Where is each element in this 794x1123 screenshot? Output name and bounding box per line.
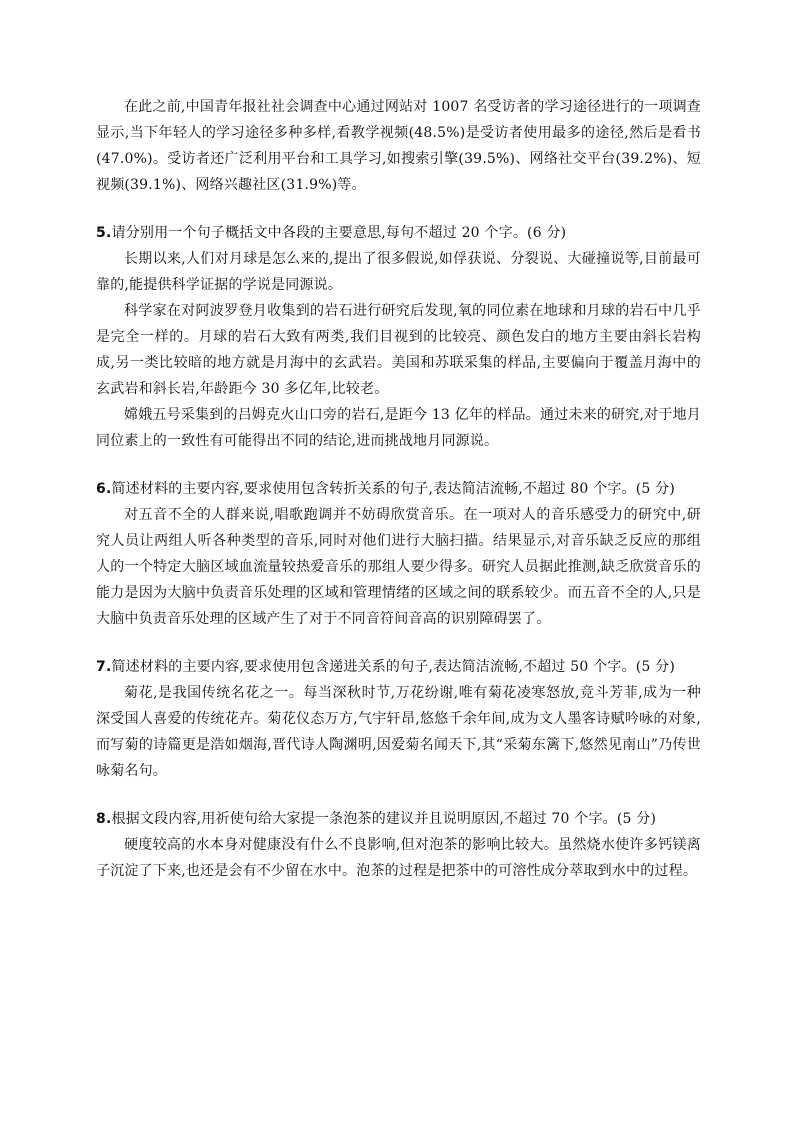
question-number: 8. <box>96 811 112 827</box>
question-text: 简述材料的主要内容,要求使用包含递进关系的句子,表达简洁流畅,不超过 50 个字。(5 分) <box>111 659 676 675</box>
question-text: 简述材料的主要内容,要求使用包含转折关系的句子,表达简洁流畅,不超过 80 个字。(5 分) <box>111 481 676 497</box>
question-prompt <box>96 220 701 246</box>
document-page <box>96 94 701 884</box>
question-6 <box>96 476 701 632</box>
material-paragraph: 菊花,是我国传统名花之一。每当深秋时节,万花纷谢,唯有菊花凌寒怒放,竞斗芳菲,成为一种深受国人喜爱的传统花卉。菊花仪态万方,气宇轩昂,悠悠千余年间,成为文人墨客诗赋吟咏的对象,而写菊的诗篇更是浩如烟海,晋代诗人陶渊明,因爱菊名闻天下,其“采菊东篱下,悠然见南山”乃传世咏菊名句。 <box>96 685 701 779</box>
material-paragraph: 硬度较高的水本身对健康没有什么不良影响,但对泡茶的影响比较大。虽然烧水使许多钙镁离子沉淀了下来,也还是会有不少留在水中。泡茶的过程是把茶中的可溶性成分萃取到水中的过程。 <box>96 837 701 879</box>
question-prompt <box>96 476 701 502</box>
material-paragraph: 长期以来,人们对月球是怎么来的,提出了很多假说,如俘获说、分裂说、大碰撞说等,目前最可靠的,能提供科学证据的学说是同源说。 <box>96 251 701 293</box>
question-number: 5. <box>96 225 112 241</box>
question-5 <box>96 220 701 454</box>
intro-block <box>96 94 701 198</box>
question-prompt <box>96 806 701 832</box>
intro-paragraph: 在此之前,中国青年报社社会调查中心通过网站对 1007 名受访者的学习途径进行的一项调查显示,当下年轻人的学习途径多种多样,看教学视频(48.5%)是受访者使用最多的途径,然后是看书(47.0%)。受访者还广泛利用平台和工具学习,如搜索引擎(39.5%)、网络社交平台(39.2%)、短视频(39.1%)、网络兴趣社区(31.9%)等。 <box>96 99 701 193</box>
question-text: 请分别用一个句子概括文中各段的主要意思,每句不超过 20 个字。(6 分) <box>111 225 567 241</box>
material-paragraph: 嫦娥五号采集到的吕姆克火山口旁的岩石,是距今 13 亿年的样品。通过未来的研究,对于地月同位素上的一致性有可能得出不同的结论,进而挑战地月同源说。 <box>96 407 701 449</box>
material-paragraph: 对五音不全的人群来说,唱歌跑调并不妨碍欣赏音乐。在一项对人的音乐感受力的研究中,研究人员让两组人听各种类型的音乐,同时对他们进行大脑扫描。结果显示,对音乐缺乏反应的那组人的一个特定大脑区域血流量较热爱音乐的那组人要少得多。研究人员据此推测,缺乏欣赏音乐的能力是因为大脑中负责音乐处理的区域和管理情绪的区域之间的联系较少。而五音不全的人,只是大脑中负责音乐处理的区域产生了对于不同音符间音高的识别障碍罢了。 <box>96 507 701 627</box>
question-text: 根据文段内容,用祈使句给大家提一条泡茶的建议并且说明原因,不超过 70 个字。(5 分) <box>111 811 657 827</box>
question-prompt <box>96 654 701 680</box>
material-paragraph: 科学家在对阿波罗登月收集到的岩石进行研究后发现,氧的同位素在地球和月球的岩石中几乎是完全一样的。月球的岩石大致有两类,我们目视到的比较亮、颜色发白的地方主要由斜长岩构成,另一类比较暗的地方就是月海中的玄武岩。美国和苏联采集的样品,主要偏向于覆盖月海中的玄武岩和斜长岩,年龄距今 30 多亿年,比较老。 <box>96 303 701 397</box>
question-7 <box>96 654 701 784</box>
question-number: 7. <box>96 659 112 675</box>
question-8 <box>96 806 701 884</box>
question-number: 6. <box>96 481 112 497</box>
